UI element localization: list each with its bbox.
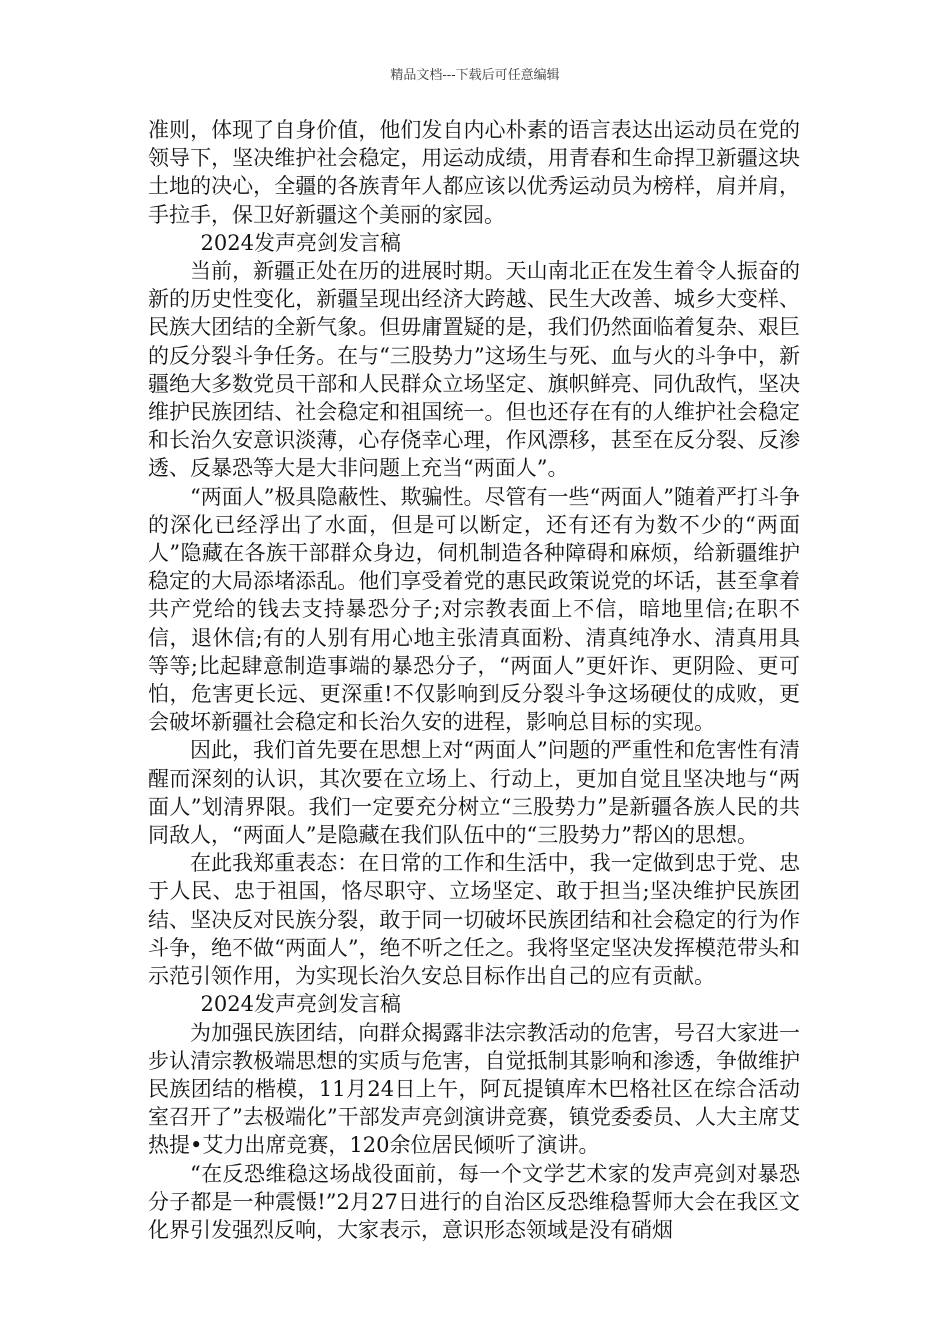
section-heading: 2024发声亮剑发言稿 xyxy=(200,230,401,255)
document-body xyxy=(148,116,800,1244)
page-header: 精品文档---下载后可任意编辑 xyxy=(390,68,560,83)
paragraph-continuation: 准则，体现了自身价值，他们发自内心朴素的语言表达出运动员在党的领导下，坚决维护社会稳定，用运动成绩，用青春和生命捍卫新疆这块土地的决心，全疆的各族青年人都应该以优秀运动员为榜样，肩并肩，手拉手，保卫好新疆这个美丽的家园。 xyxy=(148,118,800,227)
paragraph: “在反恐维稳这场战役面前，每一个文学艺术家的发声亮剑对暴恐分子都是一种震慑!”2月27日进行的自治区反恐维稳誓师大会在我区文化界引发强烈反响，大家表示，意识形态领域是没有硝烟 xyxy=(148,1161,800,1242)
paragraph: 在此我郑重表态：在日常的工作和生活中，我一定做到忠于党、忠于人民、忠于祖国，恪尽职守、立场坚定、敢于担当;坚决维护民族团结、坚决反对民族分裂，敢于同一切破坏民族团结和社会稳定的行为作斗争，绝不做“两面人”，绝不听之任之。我将坚定坚决发挥模范带头和示范引领作用，为实现长治久安总目标作出自己的应有贡献。 xyxy=(148,851,800,989)
paragraph: 因此，我们首先要在思想上对“两面人”问题的严重性和危害性有清醒而深刻的认识，其次要在立场上、行动上，更加自觉且坚决地与“两面人”划清界限。我们一定要充分树立“三股势力”是新疆各族人民的共同敌人，“两面人”是隐藏在我们队伍中的“三股势力”帮凶的思想。 xyxy=(148,738,800,848)
paragraph: “两面人”极具隐蔽性、欺骗性。尽管有一些“两面人”随着严打斗争的深化已经浮出了水面，但是可以断定，还有还有为数不少的“两面人”隐藏在各族干部群众身边，伺机制造各种障碍和麻烦，给新疆维护稳定的大局添堵添乱。他们享受着党的惠民政策说党的坏话，甚至拿着共产党给的钱去支持暴恐分子;对宗教表面上不信，暗地里信;在职不信，退休信;有的人别有用心地主张清真面粉、清真纯净水、清真用具等等;比起肆意制造事端的暴恐分子，“两面人”更奸诈、更阴险、更可怕，危害更长远、更深重!不仅影响到反分裂斗争这场硬仗的成败，更会破坏新疆社会稳定和长治久安的进程，影响总目标的实现。 xyxy=(148,484,800,735)
section-heading: 2024发声亮剑发言稿 xyxy=(200,992,401,1017)
paragraph: 当前，新疆正处在历的进展时期。天山南北正在发生着令人振奋的新的历史性变化，新疆呈现出经济大跨越、民生大改善、城乡大变样、民族大团结的全新气象。但毋庸置疑的是，我们仍然面临着复杂、艰巨的反分裂斗争任务。在与“三股势力”这场生与死、血与火的斗争中，新疆绝大多数党员干部和人民群众立场坚定、旗帜鲜亮、同仇敌忾，坚决维护民族团结、社会稳定和祖国统一。但也还存在有的人维护社会稳定和长治久安意识淡薄，心存侥幸心理，作风漂移，甚至在反分裂、反渗透、反暴恐等大是大非问题上充当“两面人”。 xyxy=(148,259,800,481)
paragraph: 为加强民族团结，向群众揭露非法宗教活动的危害，号召大家进一步认清宗教极端思想的实质与危害，自觉抵制其影响和渗透，争做维护民族团结的楷模，11月24日上午，阿瓦提镇库木巴格社区在综合活动室召开了”去极端化”干部发声亮剑演讲竞赛，镇党委委员、人大主席艾热提•艾力出席竞赛，120余位居民倾听了演讲。 xyxy=(148,1020,800,1158)
